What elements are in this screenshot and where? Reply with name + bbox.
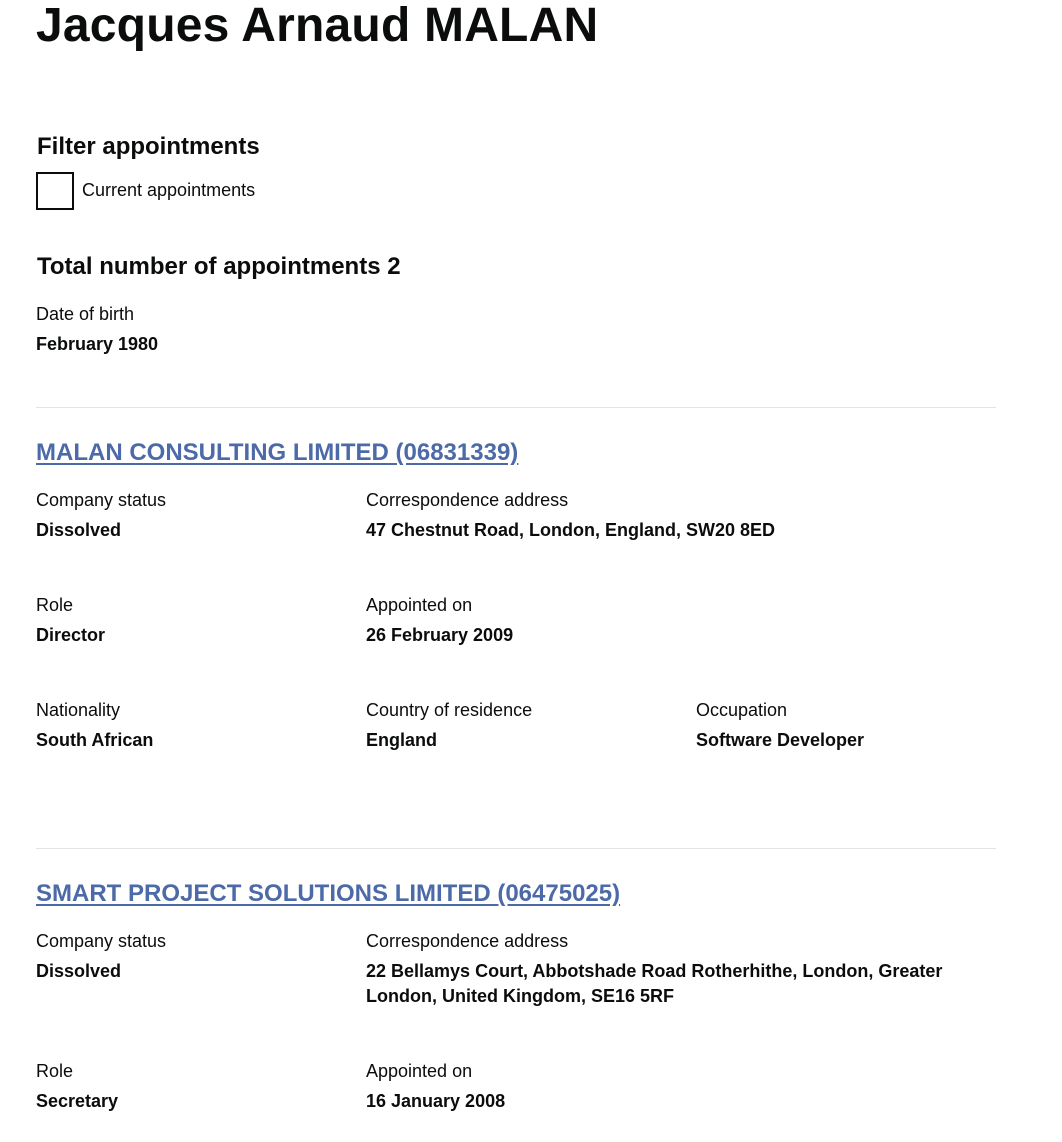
appointment-divider [36, 848, 996, 849]
role-value: Director [36, 625, 106, 645]
company-status-label: Company status [36, 931, 167, 951]
filter-heading: Filter appointments [37, 133, 260, 160]
appointed-on-label: Appointed on [366, 1061, 473, 1081]
country-of-residence-label: Country of residence [366, 700, 533, 720]
current-appointments-checkbox[interactable] [36, 172, 74, 210]
date-of-birth [36, 302, 158, 357]
occupation-value: Software Developer [696, 730, 865, 750]
nationality-label: Nationality [36, 700, 121, 720]
current-appointments-filter[interactable] [36, 172, 255, 210]
appointment-divider [36, 407, 996, 408]
correspondence-address-value: 22 Bellamys Court, Abbotshade Road Rotherhithe, London, Greater London, United Kingdom, SE16 5RF [366, 961, 943, 1006]
page-title: Jacques Arnaud MALAN [36, 0, 599, 52]
correspondence-address-label: Correspondence address [366, 490, 569, 510]
role [36, 593, 356, 648]
current-appointments-label[interactable]: Current appointments [82, 180, 256, 200]
appointed-on-label: Appointed on [366, 595, 473, 615]
correspondence-address [366, 488, 966, 543]
appointed-on [366, 1059, 966, 1114]
role-value: Secretary [36, 1091, 119, 1111]
occupation-label: Occupation [696, 700, 788, 720]
appointed-on-value: 16 January 2008 [366, 1091, 506, 1111]
total-appointments-heading: Total number of appointments 2 [37, 253, 401, 280]
role-label: Role [36, 595, 74, 615]
company-link[interactable]: SMART PROJECT SOLUTIONS LIMITED (06475025) [36, 880, 621, 907]
company-status [36, 929, 356, 984]
nationality-value: South African [36, 730, 154, 750]
company-status-value: Dissolved [36, 961, 122, 981]
appointed-on [366, 593, 966, 648]
correspondence-address-value: 47 Chestnut Road, London, England, SW20 8ED [366, 520, 776, 540]
date-of-birth-label: Date of birth [36, 304, 135, 324]
date-of-birth-value: February 1980 [36, 334, 159, 354]
occupation [696, 698, 996, 753]
nationality [36, 698, 356, 753]
company-link[interactable]: MALAN CONSULTING LIMITED (06831339) [36, 439, 519, 466]
appointed-on-value: 26 February 2009 [366, 625, 514, 645]
correspondence-address-label: Correspondence address [366, 931, 569, 951]
role-label: Role [36, 1061, 74, 1081]
company-status [36, 488, 356, 543]
correspondence-address [366, 929, 966, 1009]
country-of-residence [366, 698, 666, 753]
company-status-label: Company status [36, 490, 167, 510]
role [36, 1059, 356, 1114]
country-of-residence-value: England [366, 730, 437, 750]
company-status-value: Dissolved [36, 520, 122, 540]
